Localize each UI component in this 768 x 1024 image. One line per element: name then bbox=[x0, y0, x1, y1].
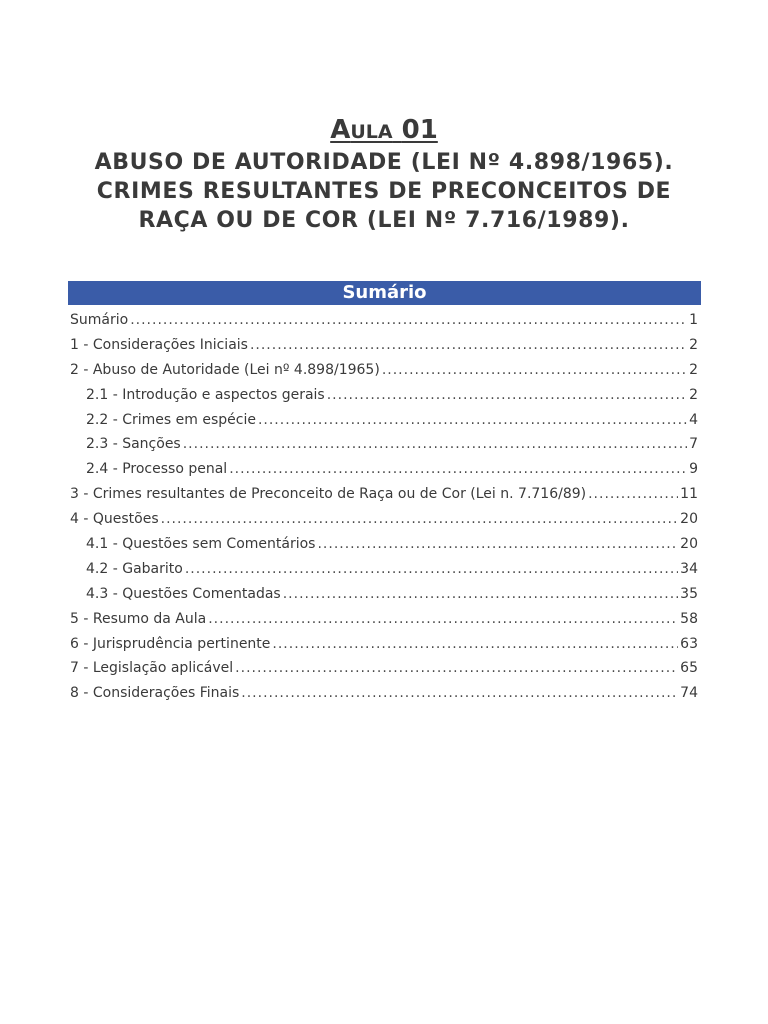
toc-entry-page: 34 bbox=[680, 560, 698, 577]
toc-leader-dots bbox=[130, 312, 687, 328]
toc-entry[interactable] bbox=[70, 461, 698, 486]
toc-entry-page: 2 bbox=[689, 336, 698, 353]
aula-label bbox=[330, 115, 438, 145]
toc-entry-page: 63 bbox=[680, 635, 698, 652]
toc-entry[interactable] bbox=[70, 636, 698, 661]
toc-entry[interactable] bbox=[70, 586, 698, 611]
toc-leader-dots bbox=[208, 611, 678, 627]
toc-leader-dots bbox=[229, 461, 687, 477]
aula-prefix-big: A bbox=[330, 115, 351, 145]
toc-leader-dots bbox=[258, 412, 687, 428]
toc-entry-label: 2.2 - Crimes em espécie bbox=[86, 411, 256, 428]
toc-entry-label: 3 - Crimes resultantes de Preconceito de Raça ou de Cor (Lei n. 7.716/89) bbox=[70, 486, 587, 503]
toc-entry-page: 11 bbox=[680, 486, 698, 503]
toc-entry[interactable] bbox=[70, 486, 698, 511]
toc-entry-page: 74 bbox=[680, 685, 698, 702]
summary-heading: Sumário bbox=[68, 281, 701, 305]
toc-leader-dots bbox=[235, 660, 678, 676]
toc-entry[interactable] bbox=[70, 685, 698, 710]
toc-leader-dots bbox=[241, 685, 678, 701]
toc-entry[interactable] bbox=[70, 660, 698, 685]
toc-entry[interactable] bbox=[70, 536, 698, 561]
toc-leader-dots bbox=[183, 436, 687, 452]
toc-entry-label: 4.1 - Questões sem Comentários bbox=[86, 536, 316, 553]
toc-entry-label: 1 - Considerações Iniciais bbox=[70, 336, 248, 353]
toc-leader-dots bbox=[382, 362, 687, 378]
toc-leader-dots bbox=[283, 586, 678, 602]
aula-number: 01 bbox=[401, 115, 438, 145]
toc-entry-label: Sumário bbox=[70, 312, 129, 328]
toc-leader-dots bbox=[250, 337, 687, 353]
toc-entry[interactable] bbox=[70, 387, 698, 412]
toc-entry-page: 58 bbox=[680, 610, 698, 627]
toc-entry[interactable] bbox=[70, 362, 698, 387]
aula-prefix-small: ULA bbox=[350, 121, 393, 143]
toc-leader-dots bbox=[161, 511, 679, 527]
toc-entry-label: 4.2 - Gabarito bbox=[86, 560, 183, 577]
toc-entry-label: 7 - Legislação aplicável bbox=[70, 660, 234, 677]
toc-entry-label: 8 - Considerações Finais bbox=[70, 685, 240, 702]
toc-entry[interactable] bbox=[70, 412, 698, 437]
toc-entry-page: 20 bbox=[680, 511, 698, 528]
toc-leader-dots bbox=[272, 636, 678, 652]
toc-entry-label: 2 - Abuso de Autoridade (Lei nº 4.898/1965) bbox=[70, 361, 380, 378]
toc-leader-dots bbox=[185, 561, 678, 577]
toc-entry[interactable] bbox=[70, 511, 698, 536]
toc-entry[interactable] bbox=[70, 561, 698, 586]
toc-entry-label: 2.4 - Processo penal bbox=[86, 461, 228, 478]
toc-leader-dots bbox=[317, 536, 678, 552]
toc-entry[interactable] bbox=[70, 337, 698, 362]
lesson-title: ABUSO DE AUTORIDADE (LEI Nº 4.898/1965). CRIMES RESULTANTES DE PRECONCEITOS DE RAÇA OU DE COR (LEI Nº 7.716/1989). bbox=[94, 150, 674, 233]
toc-entry-label: 5 - Resumo da Aula bbox=[70, 610, 207, 627]
toc-entry-label: 4.3 - Questões Comentadas bbox=[86, 585, 281, 602]
toc-entry-label: 2.3 - Sanções bbox=[86, 436, 181, 453]
toc-leader-dots bbox=[588, 486, 678, 502]
toc-entry[interactable] bbox=[70, 436, 698, 461]
aula-heading bbox=[0, 114, 768, 148]
toc-entry-label: 4 - Questões bbox=[70, 511, 159, 528]
toc-entry-page: 20 bbox=[680, 536, 698, 553]
toc-entry-page: 2 bbox=[689, 386, 698, 403]
toc-entry[interactable] bbox=[70, 611, 698, 636]
toc-entry-page: 1 bbox=[689, 312, 698, 328]
toc-entry-label: 6 - Jurisprudência pertinente bbox=[70, 635, 271, 652]
toc-entry-page: 9 bbox=[689, 461, 698, 478]
toc-entry-page: 7 bbox=[689, 436, 698, 453]
toc-entry-page: 2 bbox=[689, 361, 698, 378]
toc-entry[interactable] bbox=[70, 312, 698, 337]
toc-leader-dots bbox=[327, 387, 687, 403]
toc-entry-page: 4 bbox=[689, 411, 698, 428]
toc-entry-label: 2.1 - Introdução e aspectos gerais bbox=[86, 386, 325, 403]
toc-entry-page: 65 bbox=[680, 660, 698, 677]
toc-entry-page: 35 bbox=[680, 585, 698, 602]
table-of-contents bbox=[70, 312, 698, 710]
